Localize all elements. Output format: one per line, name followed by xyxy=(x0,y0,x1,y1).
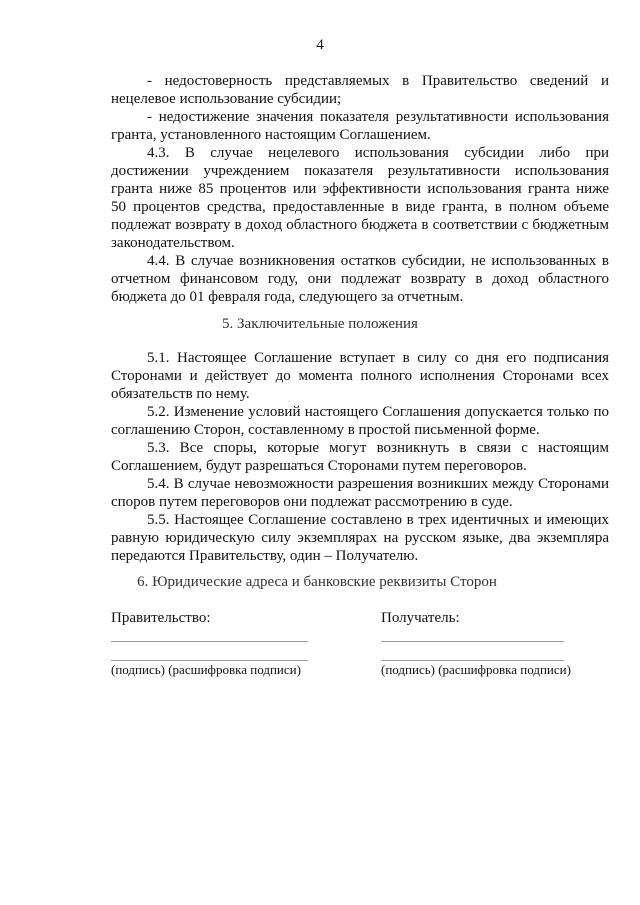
text-line: 5.3. Все споры, которые могут возникнуть в связи с настоящим xyxy=(147,440,609,456)
left-signature-line-2 xyxy=(111,660,308,661)
text-line: соглашению Сторон, составленному в простой письменной форме. xyxy=(111,422,540,438)
page-number: 4 xyxy=(316,37,324,53)
right-signature-line-1 xyxy=(381,641,564,642)
text-line: отчетном финансовом году, они подлежат возврату в доход областного xyxy=(111,271,609,287)
text-line: гранта, установленного настоящим Соглашением. xyxy=(111,127,431,143)
text-line: 5.2. Изменение условий настоящего Соглашения допускается только по xyxy=(147,404,609,420)
right-signature-line-2 xyxy=(381,660,564,661)
text-line: законодательством. xyxy=(111,235,235,251)
text-line: споров путем переговоров они подлежат рассмотрению в суде. xyxy=(111,494,513,510)
text-line: Сторонами и действует до момента полного исполнения Сторонами всех xyxy=(111,368,609,384)
text-line: подлежат возврату в доход областного бюджета в соответствии с бюджетным xyxy=(111,217,609,233)
text-line: 50 процентов средства, предоставленные в виде гранта, в полном объеме xyxy=(111,199,609,215)
text-line: 5.5. Настоящее Соглашение составлено в трех идентичных и имеющих xyxy=(147,512,609,528)
text-line: 4.3. В случае нецелевого использования субсидии либо при xyxy=(147,145,609,161)
text-line: 4.4. В случае возникновения остатков субсидии, не использованных в xyxy=(147,253,609,269)
left-party-label: Правительство: xyxy=(111,610,211,626)
text-line: нецелевое использование субсидии; xyxy=(111,91,342,107)
section5-heading: 5. Заключительные положения xyxy=(222,316,418,332)
left-signature-caption: (подпись) (расшифровка подписи) xyxy=(111,662,301,677)
text-line: 5.1. Настоящее Соглашение вступает в силу со дня его подписания xyxy=(147,350,609,366)
right-signature-caption: (подпись) (расшифровка подписи) xyxy=(381,662,571,677)
text-line: - недостижение значения показателя результативности использования xyxy=(147,109,609,125)
text-line: Соглашением, будут разрешаться Сторонами путем переговоров. xyxy=(111,458,527,474)
right-party-label: Получатель: xyxy=(381,610,460,626)
text-line: гранта ниже 85 процентов или эффективности использования гранта ниже xyxy=(111,181,609,197)
text-line: 5.4. В случае невозможности разрешения возникших между Сторонами xyxy=(147,476,609,492)
section6-heading: 6. Юридические адреса и банковские реквизиты Сторон xyxy=(137,574,497,590)
text-line: - недостоверность представляемых в Правительство сведений и xyxy=(147,73,609,89)
text-line: передаются Правительству, один – Получателю. xyxy=(111,548,419,564)
left-signature-line-1 xyxy=(111,641,308,642)
text-line: равную юридическую силу экземплярах на русском языке, два экземпляра xyxy=(111,530,609,546)
text-line: обязательств по нему. xyxy=(111,386,250,402)
text-line: достижении учреждением показателя результативности использования xyxy=(111,163,609,179)
text-line: бюджета до 01 февраля года, следующего за отчетным. xyxy=(111,289,464,305)
